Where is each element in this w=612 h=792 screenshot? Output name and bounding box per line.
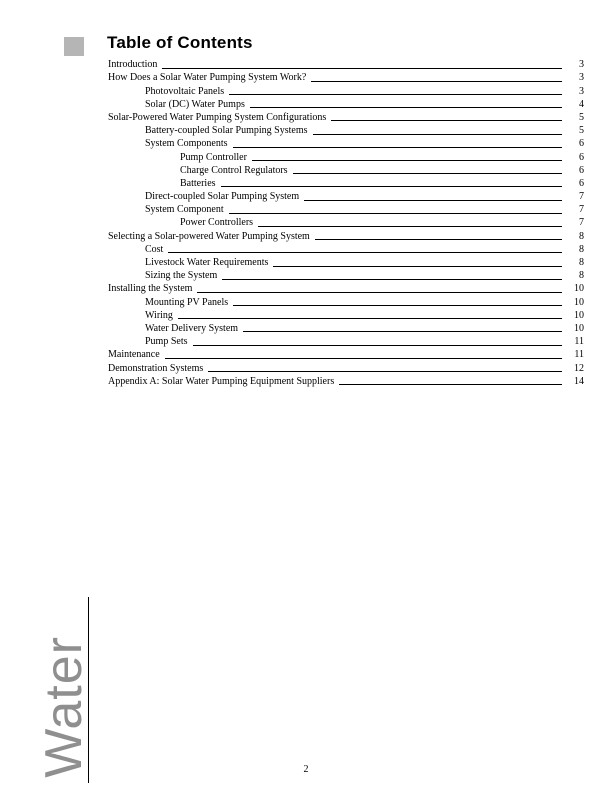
toc-entry-page: 7 <box>579 191 584 203</box>
toc-entry-page: 6 <box>579 138 584 150</box>
toc-entry-label: Mounting PV Panels <box>145 296 229 308</box>
toc-entry-label: Photovoltaic Panels <box>145 85 225 97</box>
toc-entry-page: 8 <box>579 270 584 282</box>
toc-entry-page: 11 <box>574 349 584 361</box>
section-marker-square <box>64 37 84 56</box>
toc-entry-label: Power Controllers <box>180 217 254 229</box>
toc-entry-page: 7 <box>579 204 584 216</box>
toc-entry <box>108 335 584 348</box>
toc-entry <box>108 216 584 229</box>
toc-entry-label: Batteries <box>180 177 216 189</box>
toc-entry-label: Demonstration Systems <box>108 362 204 374</box>
toc-list <box>108 58 584 388</box>
toc-entry-page: 3 <box>579 59 584 71</box>
toc-leader-line <box>331 120 562 121</box>
page-title: Table of Contents <box>107 33 253 52</box>
toc-leader-line <box>311 81 562 82</box>
toc-entry-label: Cost <box>145 243 164 255</box>
toc-leader-line <box>252 160 562 161</box>
toc-entry-page: 5 <box>579 111 584 123</box>
toc-entry-page: 6 <box>579 164 584 176</box>
toc-entry-label: Pump Sets <box>145 336 188 348</box>
toc-leader-line <box>233 147 562 148</box>
toc-entry <box>108 229 584 242</box>
toc-leader-line <box>168 252 562 253</box>
toc-entry-page: 4 <box>579 98 584 110</box>
toc-entry-page: 7 <box>579 217 584 229</box>
toc-entry-label: Sizing the System <box>145 270 218 282</box>
toc-entry <box>108 98 584 111</box>
toc-leader-line <box>162 68 562 69</box>
toc-leader-line <box>339 384 562 385</box>
toc-leader-line <box>313 134 563 135</box>
toc-leader-line <box>233 305 562 306</box>
toc-entry <box>108 164 584 177</box>
toc-entry <box>108 150 584 163</box>
toc-entry-page: 10 <box>574 322 584 334</box>
toc-entry <box>108 322 584 335</box>
toc-leader-line <box>304 200 562 201</box>
toc-entry-page: 6 <box>579 177 584 189</box>
toc-entry-page: 10 <box>574 309 584 321</box>
toc-leader-line <box>193 345 562 346</box>
toc-leader-line <box>250 107 562 108</box>
toc-entry-page: 11 <box>574 336 584 348</box>
toc-entry-label: System Components <box>145 138 228 150</box>
toc-entry <box>108 295 584 308</box>
toc-entry <box>108 71 584 84</box>
toc-entry <box>108 84 584 97</box>
toc-entry <box>108 243 584 256</box>
toc-leader-line <box>178 318 562 319</box>
toc-entry <box>108 361 584 374</box>
toc-entry-page: 10 <box>574 296 584 308</box>
toc-leader-line <box>273 266 562 267</box>
toc-entry-page: 3 <box>579 72 584 84</box>
toc-entry <box>108 256 584 269</box>
toc-entry-label: Installing the System <box>108 283 193 295</box>
toc-entry-page: 5 <box>579 125 584 137</box>
toc-entry-label: Appendix A: Solar Water Pumping Equipment Suppliers <box>108 375 335 387</box>
toc-entry-page: 8 <box>579 257 584 268</box>
toc-entry <box>108 203 584 216</box>
toc-leader-line <box>165 358 562 359</box>
toc-entry <box>108 375 584 388</box>
toc-entry <box>108 58 584 71</box>
toc-entry <box>108 124 584 137</box>
toc-entry-label: How Does a Solar Water Pumping System Work? <box>108 72 307 84</box>
toc-leader-line <box>222 279 562 280</box>
toc-entry-label: Charge Control Regulators <box>180 164 288 176</box>
toc-entry-label: Battery-coupled Solar Pumping Systems <box>145 125 308 137</box>
toc-leader-line <box>208 371 562 372</box>
sidebar-watermark-text: Water <box>35 636 93 778</box>
toc-entry-page: 3 <box>579 85 584 97</box>
toc-entry-page: 8 <box>579 230 584 242</box>
toc-entry-label: Selecting a Solar-powered Water Pumping System <box>108 230 310 242</box>
toc-entry <box>108 348 584 361</box>
toc-leader-line <box>197 292 562 293</box>
toc-entry-label: Direct-coupled Solar Pumping System <box>145 191 300 203</box>
toc-entry-label: System Component <box>145 204 224 216</box>
toc-entry-label: Solar-Powered Water Pumping System Configurations <box>108 111 327 123</box>
toc-entry <box>108 177 584 190</box>
toc-entry-label: Maintenance <box>108 349 160 361</box>
toc-entry-page: 14 <box>574 375 584 387</box>
toc-entry-page: 12 <box>574 362 584 374</box>
toc-leader-line <box>243 331 562 332</box>
toc-entry-label: Pump Controller <box>180 151 247 163</box>
toc-entry-label: Solar (DC) Water Pumps <box>145 98 245 110</box>
toc-entry-label: Wiring <box>145 309 173 321</box>
toc-leader-line <box>229 213 562 214</box>
toc-entry-label: Water Delivery System <box>145 322 239 334</box>
toc-leader-line <box>293 173 562 174</box>
toc-entry-label: Livestock Water Requirements <box>145 257 269 268</box>
toc-leader-line <box>229 94 562 95</box>
toc-entry-page: 10 <box>574 283 584 295</box>
toc-entry <box>108 282 584 295</box>
toc-entry <box>108 269 584 282</box>
toc-entry-label: Introduction <box>108 59 158 71</box>
toc-entry <box>108 137 584 150</box>
toc-leader-line <box>221 186 562 187</box>
toc-leader-line <box>315 239 562 240</box>
toc-entry <box>108 111 584 124</box>
toc-entry-page: 8 <box>579 243 584 255</box>
page-number: 2 <box>303 764 309 775</box>
toc-leader-line <box>258 226 562 227</box>
toc-entry <box>108 190 584 203</box>
toc-entry-page: 6 <box>579 151 584 163</box>
toc-entry <box>108 309 584 322</box>
